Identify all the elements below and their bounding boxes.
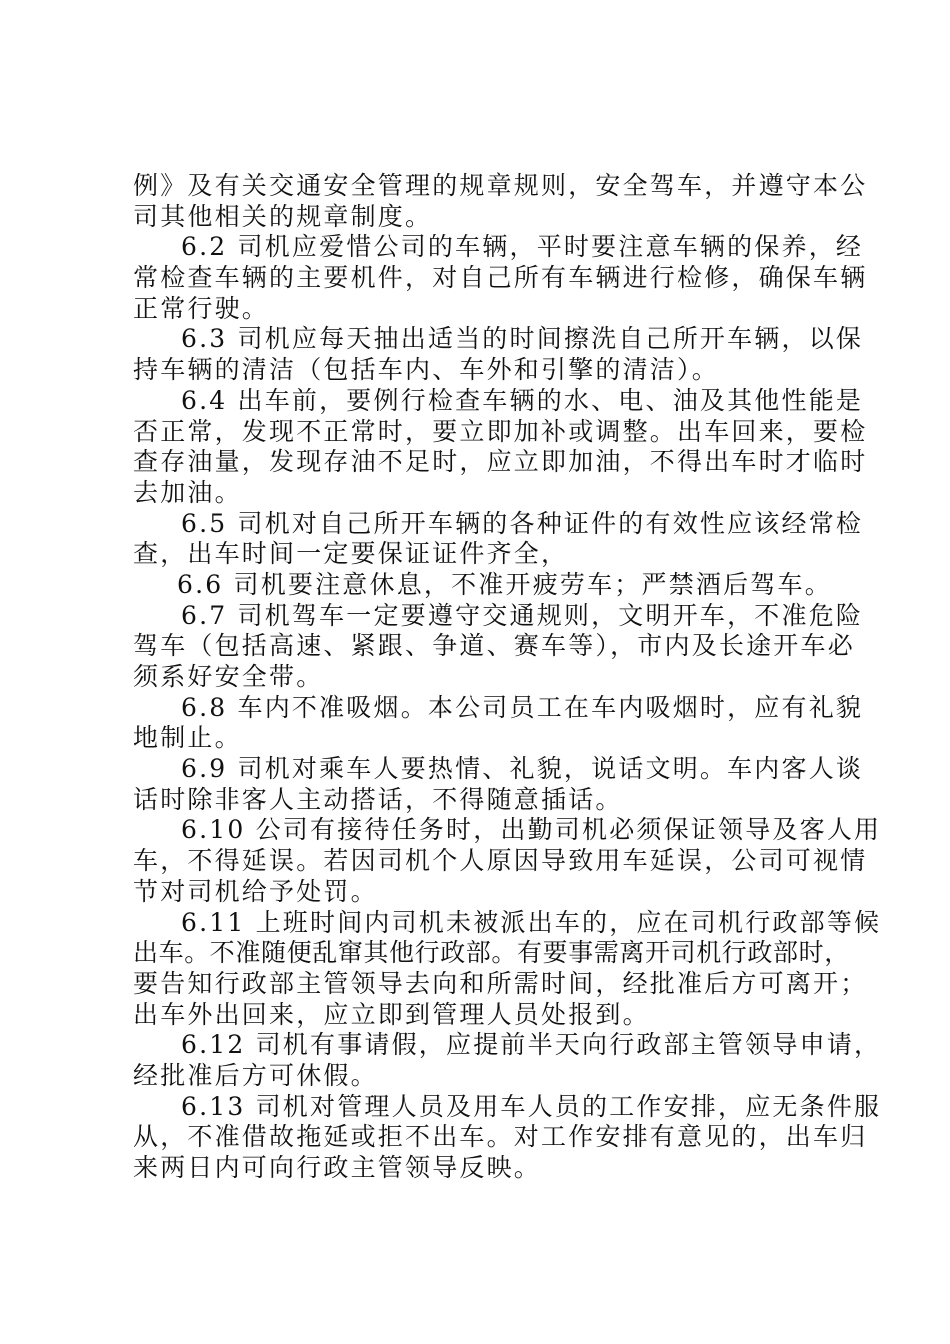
clause-6-3: 6.3 司机应每天抽出适当的时间擦洗自己所开车辆，以保 (181, 324, 864, 354)
body-line: 要告知行政部主管领导去向和所需时间，经批准后方可离开； (133, 968, 868, 998)
clause-6-2: 6.2 司机应爱惜公司的车辆，平时要注意车辆的保养，经 (181, 232, 864, 262)
body-line: 例》及有关交通安全管理的规章规则，安全驾车，并遵守本公 (133, 171, 868, 200)
body-line: 地制止。 (133, 723, 242, 753)
clause-6-6: 6.6 司机要注意休息，不准开疲劳车；严禁酒后驾车。 (177, 569, 832, 599)
clause-6-4: 6.4 出车前，要例行检查车辆的水、电、油及其他性能是 (181, 385, 864, 415)
body-line: 驾车（包括高速、紧跟、争道、赛车等），市内及长途开车必 (133, 631, 855, 661)
body-line: 司其他相关的规章制度。 (133, 201, 433, 231)
clause-6-8: 6.8 车内不准吸烟。本公司员工在车内吸烟时，应有礼貌 (181, 692, 864, 722)
body-line: 查存油量，发现存油不足时，应立即加油，不得出车时才临时 (133, 447, 868, 477)
clause-6-11: 6.11 上班时间内司机未被派出车的，应在司机行政部等候 (181, 907, 882, 937)
clause-6-10: 6.10 公司有接待任务时，出勤司机必须保证领导及客人用 (181, 815, 882, 845)
body-line: 来两日内可向行政主管领导反映。 (133, 1153, 542, 1182)
body-line: 否正常，发现不正常时，要立即加补或调整。出车回来，要检 (133, 416, 868, 446)
body-line: 常检查车辆的主要机件，对自己所有车辆进行检修，确保车辆 (133, 263, 868, 293)
clause-6-7: 6.7 司机驾车一定要遵守交通规则，文明开车，不准危险 (181, 600, 864, 630)
body-line: 查，出车时间一定要保证证件齐全， (133, 539, 569, 569)
clause-6-12: 6.12 司机有事请假，应提前半天向行政部主管领导申请， (181, 1030, 882, 1060)
body-line: 话时除非客人主动搭话，不得随意插话。 (133, 784, 623, 814)
body-line: 节对司机给予处罚。 (133, 876, 378, 906)
body-line: 经批准后方可休假。 (133, 1060, 378, 1090)
body-line: 持车辆的清洁（包括车内、车外和引擎的清洁）。 (133, 355, 719, 385)
body-line: 从，不准借故拖延或拒不出车。对工作安排有意见的，出车归 (133, 1122, 868, 1152)
document-body (133, 171, 882, 1184)
clause-6-9: 6.9 司机对乘车人要热情、礼貌，说话文明。车内客人谈 (181, 754, 864, 784)
body-line: 去加油。 (133, 477, 242, 507)
body-line: 出车。不准随便乱窜其他行政部。有要事需离开司机行政部时， (133, 938, 850, 968)
body-line: 须系好安全带。 (133, 662, 324, 691)
clause-6-13: 6.13 司机对管理人员及用车人员的工作安排，应无条件服 (181, 1091, 882, 1121)
body-line: 车，不得延误。若因司机个人原因导致用车延误，公司可视情 (133, 846, 868, 876)
body-line: 出车外出回来，应立即到管理人员处报到。 (133, 999, 650, 1029)
body-line: 正常行驶。 (133, 293, 270, 323)
clause-6-5: 6.5 司机对自己所开车辆的各种证件的有效性应该经常检 (181, 508, 864, 538)
